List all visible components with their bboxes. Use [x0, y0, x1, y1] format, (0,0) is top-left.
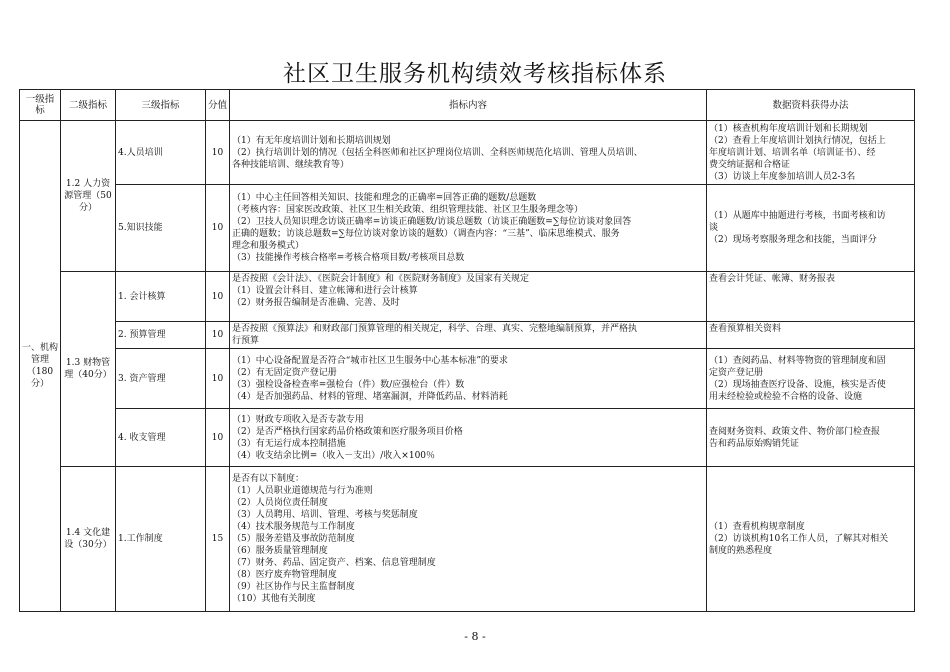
content-cell	[230, 349, 707, 409]
text-line: 是否按照《预算法》和财政部门预算管理的相关规定，科学、合理、真实、完整地编制预算，并严格执	[232, 324, 638, 334]
text-line: 查阅财务资料、政策文件、物价部门检查报	[709, 426, 881, 437]
level3-cell: 1.工作制度	[116, 467, 206, 612]
text-line: 是否按照《会计法》、《医院会计制度》和《医院财务制度》及国家有关规定	[232, 274, 530, 284]
text-line: （3）人员聘用、培训、管理、考核与奖惩制度	[232, 510, 418, 520]
method-cell	[707, 349, 915, 409]
table-row	[20, 322, 915, 349]
text-line: （8）医疗废弃物管理制度	[232, 570, 337, 580]
table-row	[20, 349, 915, 409]
text-line: （2）人员岗位责任制度	[232, 498, 328, 508]
score-cell: 15	[206, 467, 230, 612]
text-line: 定资产登记册	[709, 367, 764, 378]
indicator-table	[19, 89, 915, 612]
text-line: （2）财务报告编制是否准确、完善、及时	[232, 298, 400, 308]
method-cell	[707, 409, 915, 467]
score-cell: 10	[206, 272, 230, 322]
header-level2: 二级指标	[61, 90, 116, 121]
text-line: （1）财政专项收入是否专款专用	[232, 414, 364, 425]
text-line: （考核内容：国家医改政策、社区卫生相关政策、组织管理技能、社区卫生服务理念等）	[232, 205, 584, 215]
table-row	[20, 185, 915, 272]
method-cell	[707, 322, 915, 349]
score-cell: 10	[206, 185, 230, 272]
text-line: 查看预算相关资料	[709, 324, 782, 334]
header-content: 指标内容	[230, 90, 707, 121]
text-line: （1）查阅药品、材料等物资的管理制度和固	[709, 355, 886, 366]
content-cell	[230, 185, 707, 272]
text-line: （1）有无年度培训计划和长期培训规划	[232, 135, 391, 146]
text-line: （2）有无固定资产登记册	[232, 367, 337, 378]
text-line: （1）从题库中抽题进行考核，书面考核和访	[709, 211, 886, 221]
table-row	[20, 409, 915, 467]
content-cell	[230, 322, 707, 349]
text-line: （1）查看机构规章制度	[709, 522, 805, 532]
method-cell	[707, 272, 915, 322]
text-line: （9）社区协作与民主监督制度	[232, 582, 355, 592]
header-row	[20, 90, 915, 121]
header-score: 分值	[206, 90, 230, 121]
text-line: 各种技能培训、继续教育等）	[232, 159, 350, 170]
level2-cell: 1.3 财物管理（40分）	[61, 272, 116, 467]
text-line: （2）现场考察服务理念和技能，当面评分	[709, 235, 877, 245]
text-line: 年度培训计划、培训名单（培训证书）、经	[709, 147, 876, 158]
text-line: 谈	[709, 223, 719, 233]
text-line: 费交纳证据和合格证	[709, 159, 791, 170]
text-line: （2）执行培训计划的情况（包括全科医师和社区护理岗位培训、全科医师规范化培训、管理人员培训、	[232, 147, 643, 158]
text-line: 行预算	[232, 336, 260, 346]
text-line: （1）中心主任回答相关知识、技能和理念的正确率=回答正确的题数/总题数	[232, 193, 537, 203]
text-line: （2）现场抽查医疗设备、设施，核实是否使	[709, 379, 886, 390]
page-number: - 8 -	[464, 630, 486, 643]
header-level1: 一级指标	[20, 90, 61, 121]
text-line: （2）访谈机构10名工作人员，了解其对相关	[709, 534, 889, 544]
method-cell	[707, 121, 915, 185]
text-line: （1）核查机构年度培训计划和长期规划	[709, 123, 868, 134]
table-row	[20, 272, 915, 322]
table-row	[20, 121, 915, 185]
text-line: （3）技能操作考核合格率=考核合格项目数/考核项目总数	[232, 253, 465, 263]
method-cell	[707, 467, 915, 612]
level2-cell: 1.4 文化建设（30分）	[61, 467, 116, 612]
level3-cell: 4.人员培训	[116, 121, 206, 185]
header-method: 数据资料获得办法	[707, 90, 915, 121]
text-line: 制度的熟悉程度	[709, 546, 773, 556]
text-line: 正确的题数；访谈总题数=∑每位访谈对象访谈的题数）（调查内容：“三基”、临床思维模式、服务	[232, 229, 620, 239]
text-line: （3）访谈上年度参加培训人员2-3名	[709, 171, 856, 182]
text-line: （1）人员职业道德规范与行为准则	[232, 486, 373, 496]
text-line: （1）中心设备配置是否符合“城市社区卫生服务中心基本标准”的要求	[232, 355, 508, 366]
content-cell	[230, 121, 707, 185]
content-cell	[230, 409, 707, 467]
level3-cell: 5.知识技能	[116, 185, 206, 272]
page-title: 社区卫生服务机构绩效考核指标体系	[283, 61, 667, 87]
text-line: （5）服务差错及事故防范制度	[232, 534, 355, 544]
content-cell	[230, 467, 707, 612]
text-line: 理念和服务模式）	[232, 241, 305, 251]
header-level3: 三级指标	[116, 90, 206, 121]
text-line: （3）强检设备检查率=强检台（件）数/应强检台（件）数	[232, 379, 465, 390]
text-line: （2）查看上年度培训计划执行情况，包括上	[709, 135, 886, 146]
text-line: 用未经检验或检验不合格的设备、设施	[709, 391, 863, 402]
level3-cell: 4. 收支管理	[116, 409, 206, 467]
text-line: （4）收支结余比例=（收入－支出）/收入×100％	[232, 450, 436, 461]
method-cell	[707, 185, 915, 272]
text-line: （1）设置会计科目、建立帐簿和进行会计核算	[232, 286, 418, 296]
text-line: （3）有无运行成本控制措施	[232, 438, 346, 449]
table-row	[20, 467, 915, 612]
level3-cell: 2. 预算管理	[116, 322, 206, 349]
level3-cell: 1. 会计核算	[116, 272, 206, 322]
text-line: （4）技术服务规范与工作制度	[232, 522, 355, 532]
score-cell: 10	[206, 409, 230, 467]
text-line: 查看会计凭证、帐簿、财务报表	[709, 274, 836, 284]
text-line: （2）卫技人员知识理念访谈正确率=访谈正确题数/访谈总题数（访谈正确题数=∑每位访谈对象回答	[232, 217, 632, 227]
text-line: （7）财务、药品、固定资产、档案、信息管理制度	[232, 558, 436, 568]
level2-cell: 1.2 人力资源管理（50分）	[61, 121, 116, 272]
level1-cell: 一、机构管理（180分）	[20, 121, 61, 612]
text-line: （4）是否加强药品、材料的管理、堵塞漏洞，并降低药品、材料消耗	[232, 391, 508, 402]
content-cell	[230, 272, 707, 322]
score-cell: 10	[206, 349, 230, 409]
level3-cell: 3. 资产管理	[116, 349, 206, 409]
text-line: （2）是否严格执行国家药品价格政策和医疗服务项目价格	[232, 426, 463, 437]
text-line: （6）服务质量管理制度	[232, 546, 328, 556]
text-line: 告和药品原始购销凭证	[709, 438, 800, 449]
score-cell: 10	[206, 121, 230, 185]
text-line: 是否有以下制度：	[232, 474, 305, 484]
score-cell: 10	[206, 322, 230, 349]
text-line: （10）其他有关制度	[232, 594, 316, 604]
